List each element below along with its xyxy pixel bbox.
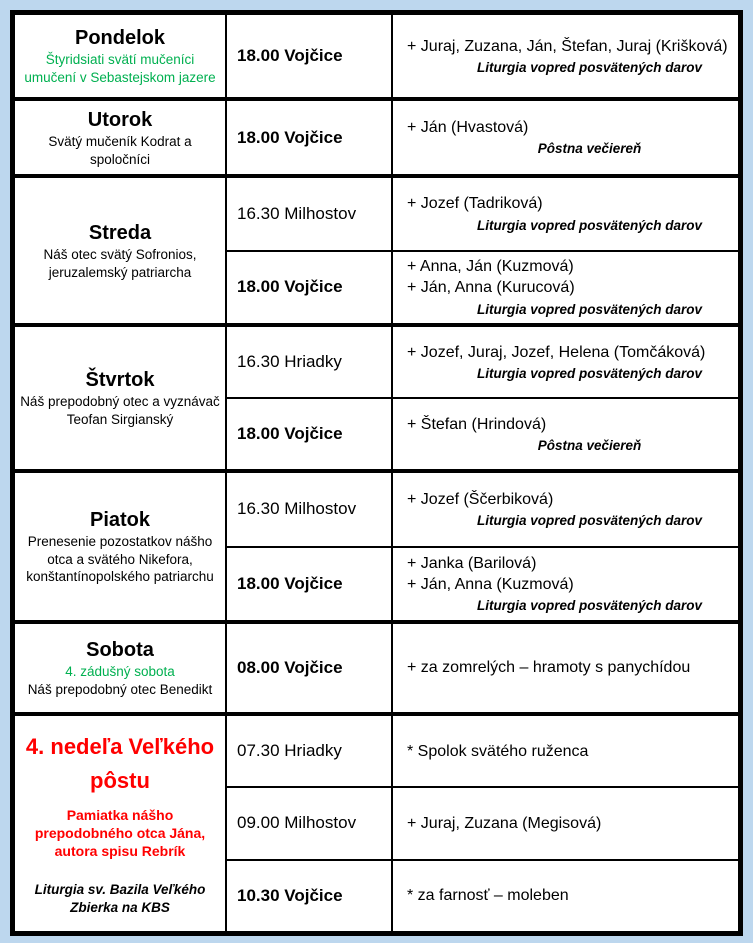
day-services	[227, 327, 738, 469]
intention-line: + Ján, Anna (Kurucová)	[407, 279, 575, 297]
day-services	[227, 15, 738, 97]
time-and-place-cell	[227, 473, 393, 546]
time-and-place-cell	[227, 101, 393, 174]
intention-line: + Štefan (Hrindová)	[407, 415, 547, 433]
service-note: Liturgia vopred posvätených darov	[476, 365, 703, 381]
day-row-6	[15, 712, 738, 931]
service-note: Liturgia vopred posvätených darov	[476, 598, 703, 614]
intention-cell	[393, 252, 738, 324]
service-note: Liturgia vopred posvätených darov	[476, 217, 703, 233]
service-row	[227, 624, 738, 712]
intention-line: + Jozef (Tadriková)	[407, 195, 543, 213]
time-and-place: 16.30 Milhostov	[237, 499, 357, 519]
intention-cell	[393, 399, 738, 469]
intention-cell	[393, 473, 738, 546]
intention-line: + Jozef (Ščerbiková)	[407, 490, 554, 508]
weekly-schedule-table	[10, 10, 743, 936]
day-row-0	[15, 15, 738, 97]
service-row	[227, 101, 738, 174]
day-name: Piatok	[89, 509, 151, 532]
intention-cell	[393, 178, 738, 250]
service-note: Liturgia vopred posvätených darov	[476, 59, 703, 75]
day-services	[227, 473, 738, 620]
intention-line: + Anna, Ján (Kuzmová)	[407, 258, 574, 276]
service-row	[227, 786, 738, 858]
time-and-place: 16.30 Milhostov	[237, 203, 357, 223]
service-note: Liturgia vopred posvätených darov	[476, 301, 703, 317]
intention-cell	[393, 101, 738, 174]
day-cell	[15, 15, 227, 97]
day-cell	[15, 327, 227, 469]
time-and-place: 18.00 Vojčice	[237, 127, 343, 147]
time-and-place-cell	[227, 861, 393, 931]
intention-cell	[393, 624, 738, 712]
intention-line: + Juraj, Zuzana, Ján, Štefan, Juraj (Krišková)	[407, 37, 728, 55]
day-name: Sobota	[86, 639, 154, 662]
liturgy-type-note: Liturgia sv. Bazila Veľkého	[34, 881, 206, 897]
service-note: Liturgia vopred posvätených darov	[476, 513, 703, 529]
service-row	[227, 397, 738, 469]
service-row	[227, 15, 738, 97]
service-row	[227, 473, 738, 546]
service-row	[227, 327, 738, 397]
time-and-place: 18.00 Vojčice	[237, 424, 343, 443]
time-and-place: 18.00 Vojčice	[237, 573, 343, 593]
day-name: Pondelok	[74, 27, 165, 50]
intention-line: * Spolok svätého ruženca	[407, 742, 589, 760]
day-name: Štvrtok	[85, 369, 155, 392]
service-note: Pôstna večiereň	[537, 437, 642, 453]
service-row	[227, 546, 738, 621]
time-and-place-cell	[227, 399, 393, 469]
time-and-place: 18.00 Vojčice	[237, 46, 343, 65]
day-services	[227, 178, 738, 323]
time-and-place: 08.00 Vojčice	[237, 658, 343, 677]
intention-cell	[393, 788, 738, 858]
time-and-place-cell	[227, 327, 393, 397]
day-cell	[15, 101, 227, 174]
time-and-place: 18.00 Vojčice	[237, 277, 343, 297]
intention-line: + za zomrelých – hramoty s panychídou	[407, 659, 691, 677]
intention-cell	[393, 548, 738, 621]
feast-description: Štyridsiati svätí mučeníci umučení v Sebastejskom jazere	[24, 52, 216, 85]
day-row-4	[15, 469, 738, 620]
time-and-place-cell	[227, 716, 393, 786]
feast-description: Náš prepodobný otec a vyznávač Teofan Sirgianský	[20, 394, 220, 427]
feast-description: Náš prepodobný otec Benedikt	[27, 682, 213, 697]
intention-line: + Jozef, Juraj, Jozef, Helena (Tomčáková)	[407, 343, 706, 361]
feast-description: Náš otec svätý Sofronios, jeruzalemský patriarcha	[43, 246, 197, 280]
day-services	[227, 716, 738, 931]
service-row	[227, 716, 738, 786]
intention-line: + Janka (Barilová)	[407, 554, 537, 572]
time-and-place: 16.30 Hriadky	[237, 352, 342, 371]
time-and-place: 10.30 Vojčice	[237, 885, 343, 905]
intention-line: + Ján (Hvastová)	[407, 119, 529, 137]
time-and-place-cell	[227, 178, 393, 250]
time-and-place-cell	[227, 252, 393, 324]
day-row-5	[15, 620, 738, 712]
feast-description: Pamiatka nášho prepodobného otca Jána, autora spisu Rebrík	[34, 807, 206, 860]
day-row-2	[15, 174, 738, 323]
intention-line: + Juraj, Zuzana (Megisová)	[407, 814, 602, 832]
day-name: 4. nedeľa Veľkého pôstu	[25, 733, 215, 793]
time-and-place-cell	[227, 15, 393, 97]
day-name: Utorok	[87, 108, 153, 131]
day-services	[227, 101, 738, 174]
time-and-place-cell	[227, 624, 393, 712]
feast-description: 4. zádušný sobota	[65, 664, 175, 680]
service-row	[227, 859, 738, 931]
intention-line: + Ján, Anna (Kuzmová)	[407, 575, 574, 593]
intention-cell	[393, 15, 738, 97]
day-name: Streda	[88, 221, 152, 244]
intention-cell	[393, 327, 738, 397]
liturgy-type-note: Zbierka na KBS	[70, 899, 170, 915]
feast-description: Prenesenie pozostatkov nášho otca a svätého Nikefora, konštantínopolského patriarchu	[26, 534, 214, 585]
day-cell	[15, 624, 227, 712]
day-cell	[15, 178, 227, 323]
day-row-1	[15, 97, 738, 174]
time-and-place-cell	[227, 788, 393, 858]
service-row	[227, 178, 738, 250]
time-and-place: 07.30 Hriadky	[237, 741, 342, 761]
day-cell	[15, 716, 227, 931]
time-and-place-cell	[227, 548, 393, 621]
day-cell	[15, 473, 227, 620]
time-and-place: 09.00 Milhostov	[237, 813, 357, 833]
feast-description: Svätý mučeník Kodrat a spoločníci	[48, 133, 192, 167]
intention-cell	[393, 861, 738, 931]
service-row	[227, 250, 738, 324]
day-row-3	[15, 323, 738, 469]
intention-cell	[393, 716, 738, 786]
service-note: Pôstna večiereň	[537, 141, 642, 157]
day-services	[227, 624, 738, 712]
intention-line: * za farnosť – moleben	[407, 887, 569, 905]
